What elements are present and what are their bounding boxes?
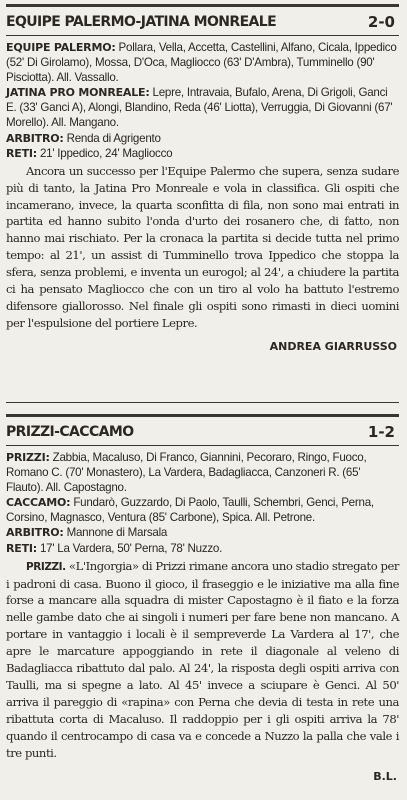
match-info bbox=[6, 40, 399, 161]
dateline: PRIZZI. bbox=[26, 560, 66, 573]
referee bbox=[6, 525, 399, 540]
referee-text: Mannone di Marsala bbox=[63, 526, 168, 540]
goals-label: RETI: bbox=[6, 146, 37, 160]
goals-text: 17' La Vardera, 50' Perna, 78' Nuzzo. bbox=[36, 541, 223, 555]
match-title: PRIZZI-CACCAMO bbox=[6, 424, 134, 440]
away-lineup-text: Fundarò, Guzzardo, Di Paolo, Taulli, Schembri, Genci, Perna, Corsino, Magnasco, Ventura (85' Carbone), Spica. All. Petrone. bbox=[6, 496, 374, 525]
match-score: 2-0 bbox=[367, 13, 395, 31]
match-report-palermo-monreale bbox=[6, 4, 399, 396]
home-team-label: EQUIPE PALERMO: bbox=[6, 41, 116, 54]
goals-label: RETI: bbox=[6, 541, 37, 555]
goals bbox=[6, 541, 399, 556]
referee-label: ARBITRO: bbox=[6, 526, 64, 540]
referee-label: ARBITRO: bbox=[6, 131, 64, 145]
away-team-label: CACCAMO: bbox=[6, 496, 71, 510]
home-lineup-text: Zabbia, Macaluso, Di Franco, Giannini, Pecoraro, Ringo, Fuoco, Romano C. (70' Monastero), La Vardera, Badagliacca, Canzoneri R. (65' Flauto). All. Capostagno. bbox=[6, 451, 367, 495]
author-byline: B.L. bbox=[373, 769, 397, 783]
goals-text: 21' Ippedico, 24' Magliocco bbox=[36, 146, 173, 160]
article-body-text: Ancora un successo per l'Equipe Palermo che supera, senza sudare più di tanto, la Jatina Pro Monreale e vola in classifica. Gli ospiti che incamerano, invece, la quarta sconfitta di fila, non sono mai entrati in partita ed hanno subito l'onda d'urto dei rosanero che, di fatto, non hanno mai rischiato. Per la cronaca la partita si decide tutta nel primo tempo: al 21', un assist di Tumminello trova Ippedico che stoppa la sfera, senza problemi, e inventa un eurogol; al 24', a chiudere la partita ci ha pensato Magliocco che con un tiro al volo ha battuto l'estremo difensore giallorosso. Nel finale gli ospiti sono rimasti in dieci uomini per l'espulsione del portiere Lepre. bbox=[6, 163, 399, 330]
match-report-prizzi-caccamo bbox=[6, 414, 399, 794]
home-lineup bbox=[6, 450, 399, 495]
away-team-label: JATINA PRO MONREALE: bbox=[6, 86, 150, 100]
article-body bbox=[6, 558, 399, 762]
article-body-text: «L'Ingorgia» di Prizzi rimane ancora uno stadio stregato per i padroni di casa. Buono il gioco, il fraseggio e le iniziative ma alla fine forse a mancare alla squadra di mister Capostagno è il fiato e la forza nelle gambe dato che ai singoli i numeri per fare bene non mancano. A portare in vantaggio i locali è il sempreverde La Vardera al 17', che apre le marcature appoggiando in rete il diagonale al veleno di Badagliacca ribattuto dal palo. Al 24', la risposta degli ospiti arriva con Taulli, ma si spegne a lato. Al 45' invece a sciupare è Genci. Al 50' arriva il pareggio di «rapina» con Perna che devia di testa in rete una ribattuta corta di Macaluso. Il raddoppio per i gli ospiti arriva la 78' quando il centrocampo di casa va e concede a Nuzzo la palla che vale i tre punti. bbox=[6, 558, 399, 760]
away-lineup bbox=[6, 85, 399, 130]
match-info bbox=[6, 450, 399, 556]
match-score: 1-2 bbox=[367, 423, 395, 441]
article-body bbox=[6, 163, 399, 332]
match-title: EQUIPE PALERMO-JATINA MONREALE bbox=[6, 14, 277, 30]
author-byline: ANDREA GIARRUSSO bbox=[269, 339, 397, 353]
match-header bbox=[6, 4, 399, 35]
match-header bbox=[6, 414, 399, 445]
home-lineup bbox=[6, 40, 399, 85]
home-team-label: PRIZZI: bbox=[6, 451, 50, 464]
article-divider bbox=[6, 402, 399, 403]
referee bbox=[6, 131, 399, 146]
goals bbox=[6, 146, 399, 161]
away-lineup-text: Lepre, Intravaia, Bufalo, Arena, Di Grigoli, Ganci E. (33' Ganci A), Alongi, Blandino, Reda (46' Liotta), Verruggia, Di Giovanni (67' Morello). All. Mangano. bbox=[6, 86, 393, 130]
away-lineup bbox=[6, 495, 399, 525]
referee-text: Renda di Agrigento bbox=[63, 131, 161, 145]
home-lineup-text: Pollara, Vella, Accetta, Castellini, Alfano, Cicala, Ippedico (52' Di Girolamo), Mossa, D'Oca, Magliocco (63' D'Ambra), Tumminello (90' Pisciotta). All. Vassallo. bbox=[6, 41, 397, 85]
